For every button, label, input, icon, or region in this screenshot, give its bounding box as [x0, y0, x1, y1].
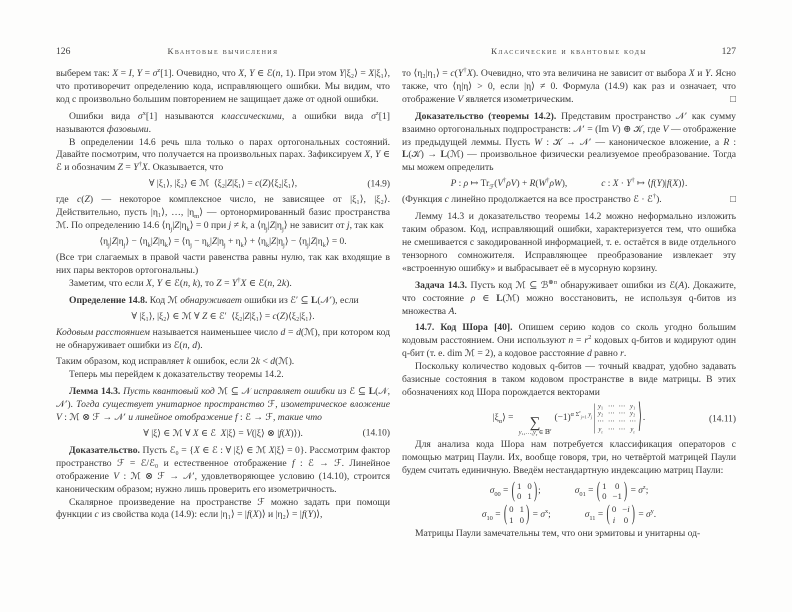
equation — [402, 178, 736, 191]
page-left — [56, 46, 390, 522]
equation — [56, 178, 390, 191]
paragraph: то ⟨η₂|η₁⟩ = c(Y†X). Очевидно, что эта величина не зависит от выбора X и Y. Ясно также, что ⟨η|η⟩ > 0, если |η⟩ ≠ 0. Формула (14.9) как раз и означает, что отображение V является изометрическим. □ — [402, 66, 736, 105]
equation — [56, 428, 390, 441]
paragraph: выберем так: X = I, $Y = \sigma^z[1]$. Очевидно, что X, Y ∈ ℰ(n, 1). При этом Y|ξ₂⟩ = X|ξ₁⟩, что противоречит определению кода, исправляющего ошибки. Мы видим, что код с произвольно большим повторением не защищает даже от одной ошибки. — [56, 66, 391, 105]
page-body-left — [56, 68, 390, 522]
page-number: 127 — [721, 46, 736, 57]
equation — [402, 399, 736, 438]
page-body-right — [402, 68, 736, 541]
paragraph: Доказательство. Пусть ℰ₀ = {X ∈ ℰ : ∀ |ξ⟩ ∈ ℳ X|ξ⟩ = 0}. Рассмотрим фактор пространство ℱ = ℰ/ℰ₀ и естественное отображение f : ℰ → ℱ. Линейное отображение V : ℳ ⊗ ℱ → 𝒩′, удовлетворяющее условию (14.10), строится каноническим образом; нужно лишь проверить его изометричность. — [56, 444, 391, 495]
paragraph: Поскольку количество кодовых q-битов — точный квадрат, удобно задавать базисные состояния в таком кодовом пространстве в виде матрицы. В этих обозначениях код Шора порождается векторами — [402, 361, 736, 398]
paragraph: Доказательство (теоремы 14.2). Представим пространство 𝒩′ как сумму взаимно ортогональных подпространств: 𝒩′ = (Im V) ⊕ 𝒦, где V — отображение из предыдущей леммы. Пусть W : 𝒦 → 𝒩′ — каноническое вложение, а R : L(𝒦) → L(ℳ) — произвольное физически реализуемое преобразование. Тогда мы можем определить — [402, 110, 736, 174]
page-number: 126 — [56, 46, 71, 57]
paragraph: В определении 14.6 речь шла только о парах ортогональных состояний. Давайте посмотрим, что получается на произвольных парах. Зафиксируем X, Y ∈ ℰ и обозначим Z = Y†X. Оказывается, что — [56, 136, 390, 174]
equation — [402, 502, 736, 527]
paragraph: Теперь мы перейдем к доказательству теоремы 14.2. — [69, 369, 284, 381]
paragraph: Заметим, что если X, Y ∈ ℰ(n, k), то Z = Y†X ∈ ℰ(n, 2k). — [69, 276, 292, 289]
running-head: Классические и квантовые коды — [491, 46, 647, 56]
page-header-left — [56, 46, 390, 57]
equation-number: (14.11) — [709, 414, 736, 425]
paragraph: (Функция c линейно продолжается на все пространство ℰ · ℰ†). □ — [402, 193, 736, 206]
paragraph: Для анализа кода Шора нам потребуется классификация операторов с помощью матриц Паули. Их, вообще говоря, три, но четвёртой матрицей Паули будем считать единичную. Введём нестандартную индексацию матриц Паули: — [402, 439, 736, 476]
page-right — [402, 46, 736, 541]
equation-body: ∀ |ξ₁⟩, |ξ₂⟩ ∈ ℳ ∀ Z ∈ ℰ′ ⟨ξ₂|Z|ξ₁⟩ = c(Z)⟨ξ₂|ξ₁⟩. — [131, 311, 315, 322]
equation-body: ∀ |ξ₁⟩, |ξ₂⟩ ∈ ℳ ⟨ξ₂|Z|ξ₁⟩ = c(Z)⟨ξ₂|ξ₁⟩, — [148, 179, 298, 190]
running-head: Квантовые вычисления — [167, 46, 279, 56]
equation — [402, 478, 736, 504]
paragraph: Ошибки вида $\sigma^x[1]$ называются классическими, а ошибки вида $\sigma^z[1]$ называются фазовыми. — [56, 109, 390, 135]
paragraph: где c(Z) — некоторое комплексное число, не зависящее от |ξ₁⟩, |ξ₂⟩. Действительно, пусть |η₁⟩, …, $|\eta_m⟩$ — ортонормированный базис пространства ℳ. По определению 14.6 $⟨\eta_j|Z|\eta_k⟩ = 0$ при j ≠ k, а $⟨\eta_j|Z|\eta_j⟩$ не зависит от j, так как — [56, 194, 390, 233]
paragraph: Лемму 14.3 и доказательство теоремы 14.2 можно неформально изложить таким образом. Код, исправляющий ошибки, характеризуется тем, что ошибка не смешивается с закодированной информацией, т. е. остаётся в виде отдельного тензорного сомножителя. Исправляющее преобразование извлекает эту «встроенную ошибку» и выбрасывает её в мусорную корзину. — [402, 211, 736, 274]
equation-body: P : ρ ↦ $Tr_ℱ(V^\dagger\rho V) + R(W^\dagger\rho W)$, c : X · Y† ↦ ⟨f(Y)|f(X)⟩. — [450, 177, 688, 192]
equation — [56, 311, 390, 324]
paragraph: Кодовым расстоянием называется наименьшее число d = d(ℳ), при котором код не обнаруживает ошибки из ℰ(n, d). — [56, 326, 390, 351]
equation-body: $⟨\eta_j|Z|\eta_j⟩$ − $⟨\eta_k|Z|\eta_k⟩$ = $⟨\eta_j - \eta_k|Z|\eta_j$ + $\eta_k⟩$ + $⟨\eta_k|Z|\eta_j⟩$ − $⟨\eta_j|Z|\eta_k⟩ = 0$. — [99, 236, 347, 249]
equation-body: $\sigma_{00}$ = ( 1 0 0 1 ) ; $\sigma_{01}$ = ( 1 0 0 −1 ) = $\sigma^z$; — [489, 478, 649, 504]
equation-body: $|\xi_\alpha⟩$ = ∑ $y_1,\dots,y_r$ ∈ 𝔹$^r$ $(-1)^{\alpha \Sigma^r_{j=1} y_j}$ | y₁ ⋯ ⋯ y₁ y₂ ⋯ ⋯ y₂ ⋯ ⋯ ⋯ ⋯ $y_r$ ⋯ ⋯ $y_r$ ⟩ . — [492, 399, 646, 438]
paragraph: Скалярное произведение на пространстве ℱ можно задать при помощи функции c из свойства кода (14.9): если |η₁⟩ = |f(X)⟩ и |η₂⟩ = |f(Y)⟩, — [56, 496, 390, 521]
paragraph: Лемма 14.3. Пусть квантовый код ℳ ⊆ 𝒩 исправляет ошибки из ℰ ⊆ L(𝒩, 𝒩′). Тогда существует унитарное пространство ℱ, изометрическое вложение V : ℳ ⊗ ℱ → 𝒩′ и линейное отображение f : ℰ → ℱ, такие что — [56, 386, 390, 424]
equation — [56, 236, 390, 249]
paragraph: Определение 14.8. Код ℳ обнаруживает ошибки из ℰ′ ⊆ L(𝒩′), если — [69, 294, 359, 306]
paragraph: 14.7. Код Шора [40]. Опишем серию кодов со сколь угодно большим кодовым расстоянием. Они используют $n = r^2$ кодовых q-битов и кодируют один q-бит (т. е. dim ℳ = 2), а кодовое расстояние d равно r. — [402, 322, 736, 360]
paragraph: Таким образом, код исправляет k ошибок, если 2k < d(ℳ). — [56, 356, 295, 368]
paragraph: Матрицы Паули замечательны тем, что они эрмитовы и унитарны од- — [415, 527, 701, 539]
equation-body: ∀ |ξ⟩ ∈ ℳ ∀ X ∈ ℰ X|ξ⟩ = V(|ξ⟩ ⊗ |f(X)⟩). — [143, 428, 303, 439]
paragraph: (Все три слагаемых в правой части равенства равны нулю, так как входящие в них пары векторов ортогональны.) — [56, 251, 390, 276]
equation-body: $\sigma_{10}$ = ( 0 1 1 0 ) = $\sigma^x$; $\sigma_{11}$ = ( 0 −i i 0 ) = $\sigma^y$. — [481, 502, 657, 527]
equation-number: (14.9) — [367, 179, 390, 190]
equation-number: (14.10) — [362, 428, 390, 439]
paragraph: Задача 14.3. Пусть код ℳ ⊆ ℬ$^{\otimes n}$ обнаруживает ошибки из ℰ(A). Докажите, что состояние ρ ∈ L(ℳ) можно восстановить, не используя q-битов из множества A. — [402, 278, 737, 317]
page-header-right — [402, 46, 736, 57]
